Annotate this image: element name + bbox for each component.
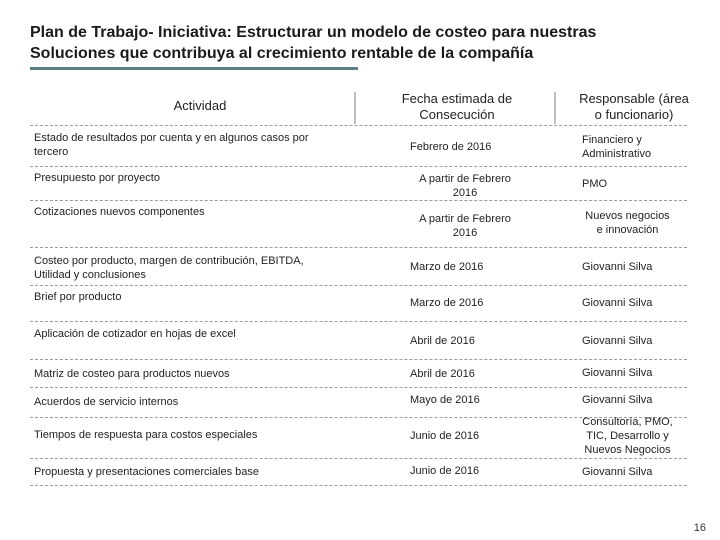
header-owner: Responsable (área o funcionario) xyxy=(579,91,689,122)
owner-cell-line: Consultoría, PMO, xyxy=(582,416,673,428)
row-divider xyxy=(30,387,687,388)
date-cell-line: Abril de 2016 xyxy=(410,368,475,380)
date-cell xyxy=(410,464,540,478)
row-divider xyxy=(30,247,687,248)
activity-cell xyxy=(34,428,349,442)
row-divider xyxy=(30,485,687,486)
activity-cell-line: Brief por producto xyxy=(34,291,122,303)
activity-cell-line: Aplicación de cotizador en hojas de excel xyxy=(34,328,236,340)
activity-cell-line: Propuesta y presentaciones comerciales base xyxy=(34,466,260,478)
activity-cell xyxy=(34,327,349,341)
activity-cell xyxy=(34,465,349,479)
owner-cell-line: e innovación xyxy=(596,224,659,236)
row-divider xyxy=(30,166,687,167)
owner-cell xyxy=(570,209,685,237)
date-cell-line: A partir de Febrero xyxy=(419,173,511,185)
owner-cell xyxy=(582,393,697,407)
header-separator-1 xyxy=(354,92,356,124)
owner-cell-line: Giovanni Silva xyxy=(582,335,653,347)
header-activity: Actividad xyxy=(173,98,227,113)
activity-cell xyxy=(34,367,349,381)
activity-cell xyxy=(34,205,349,219)
slide-title xyxy=(30,22,700,64)
owner-cell xyxy=(582,133,697,161)
owner-cell-line: Giovanni Silva xyxy=(582,261,653,273)
activity-cell-line: Tiempos de respuesta para costos especiales xyxy=(34,429,258,441)
activity-cell-line: Acuerdos de servicio internos xyxy=(34,396,179,408)
header-separator-2 xyxy=(554,92,556,124)
activity-cell-line: Estado de resultados por cuenta y en algunos casos por xyxy=(34,132,309,144)
date-cell-line: Junio de 2016 xyxy=(410,430,480,442)
owner-cell-line: Giovanni Silva xyxy=(582,394,653,406)
date-cell-line: Marzo de 2016 xyxy=(410,261,484,273)
title-underline xyxy=(30,67,358,70)
activity-cell-line: Cotizaciones nuevos componentes xyxy=(34,206,205,218)
date-cell-line: Junio de 2016 xyxy=(410,465,480,477)
row-divider xyxy=(30,125,687,126)
date-cell-line: 2016 xyxy=(452,187,478,199)
row-divider xyxy=(30,359,687,360)
owner-cell xyxy=(582,334,697,348)
date-cell-line: 2016 xyxy=(452,227,478,239)
owner-cell-line: Giovanni Silva xyxy=(582,367,653,379)
owner-cell xyxy=(582,366,697,380)
date-cell xyxy=(410,367,540,381)
date-cell xyxy=(410,140,540,154)
owner-cell-line: TIC, Desarrollo y xyxy=(586,430,669,442)
header-date: Fecha estimada de Consecución xyxy=(401,91,513,122)
activity-cell-line: Matriz de costeo para productos nuevos xyxy=(34,368,230,380)
date-cell-line: Mayo de 2016 xyxy=(410,394,480,406)
activity-cell-line: tercero xyxy=(34,146,69,158)
activity-cell-line: Utilidad y conclusiones xyxy=(34,269,146,281)
date-cell xyxy=(410,393,540,407)
owner-cell-line: Administrativo xyxy=(582,148,652,160)
activity-cell xyxy=(34,395,349,409)
page-number: 16 xyxy=(693,522,706,534)
owner-cell-line: Giovanni Silva xyxy=(582,466,653,478)
activity-cell xyxy=(34,171,349,185)
owner-cell-line: Giovanni Silva xyxy=(582,297,653,309)
date-cell xyxy=(410,429,540,443)
activity-cell xyxy=(34,254,349,282)
date-cell-line: Febrero de 2016 xyxy=(410,141,492,153)
activity-cell xyxy=(34,290,349,304)
owner-cell xyxy=(570,415,685,457)
owner-cell xyxy=(582,296,697,310)
owner-cell xyxy=(582,465,697,479)
activity-cell-line: Costeo por producto, margen de contribución, EBITDA, xyxy=(34,255,304,267)
date-cell xyxy=(410,296,540,310)
activity-cell-line: Presupuesto por proyecto xyxy=(34,172,160,184)
date-cell xyxy=(410,260,540,274)
date-cell xyxy=(410,334,540,348)
owner-cell-line: Nuevos Negocios xyxy=(584,444,671,456)
date-cell-line: A partir de Febrero xyxy=(419,213,511,225)
date-cell xyxy=(400,172,530,200)
owner-cell-line: Nuevos negocios xyxy=(585,210,670,222)
owner-cell-line: Financiero y xyxy=(582,134,642,146)
activity-cell xyxy=(34,131,349,159)
row-divider xyxy=(30,285,687,286)
row-divider xyxy=(30,458,687,459)
date-cell xyxy=(400,212,530,240)
row-divider xyxy=(30,321,687,322)
title-line-1: Plan de Trabajo- Iniciativa: Estructurar un modelo de costeo para nuestras xyxy=(30,24,597,41)
title-line-2: Soluciones que contribuya al crecimiento rentable de la compañía xyxy=(30,45,534,62)
date-cell-line: Marzo de 2016 xyxy=(410,297,484,309)
owner-cell xyxy=(582,260,697,274)
row-divider xyxy=(30,200,687,201)
date-cell-line: Abril de 2016 xyxy=(410,335,475,347)
owner-cell-line: PMO xyxy=(582,178,608,190)
owner-cell xyxy=(582,177,697,191)
